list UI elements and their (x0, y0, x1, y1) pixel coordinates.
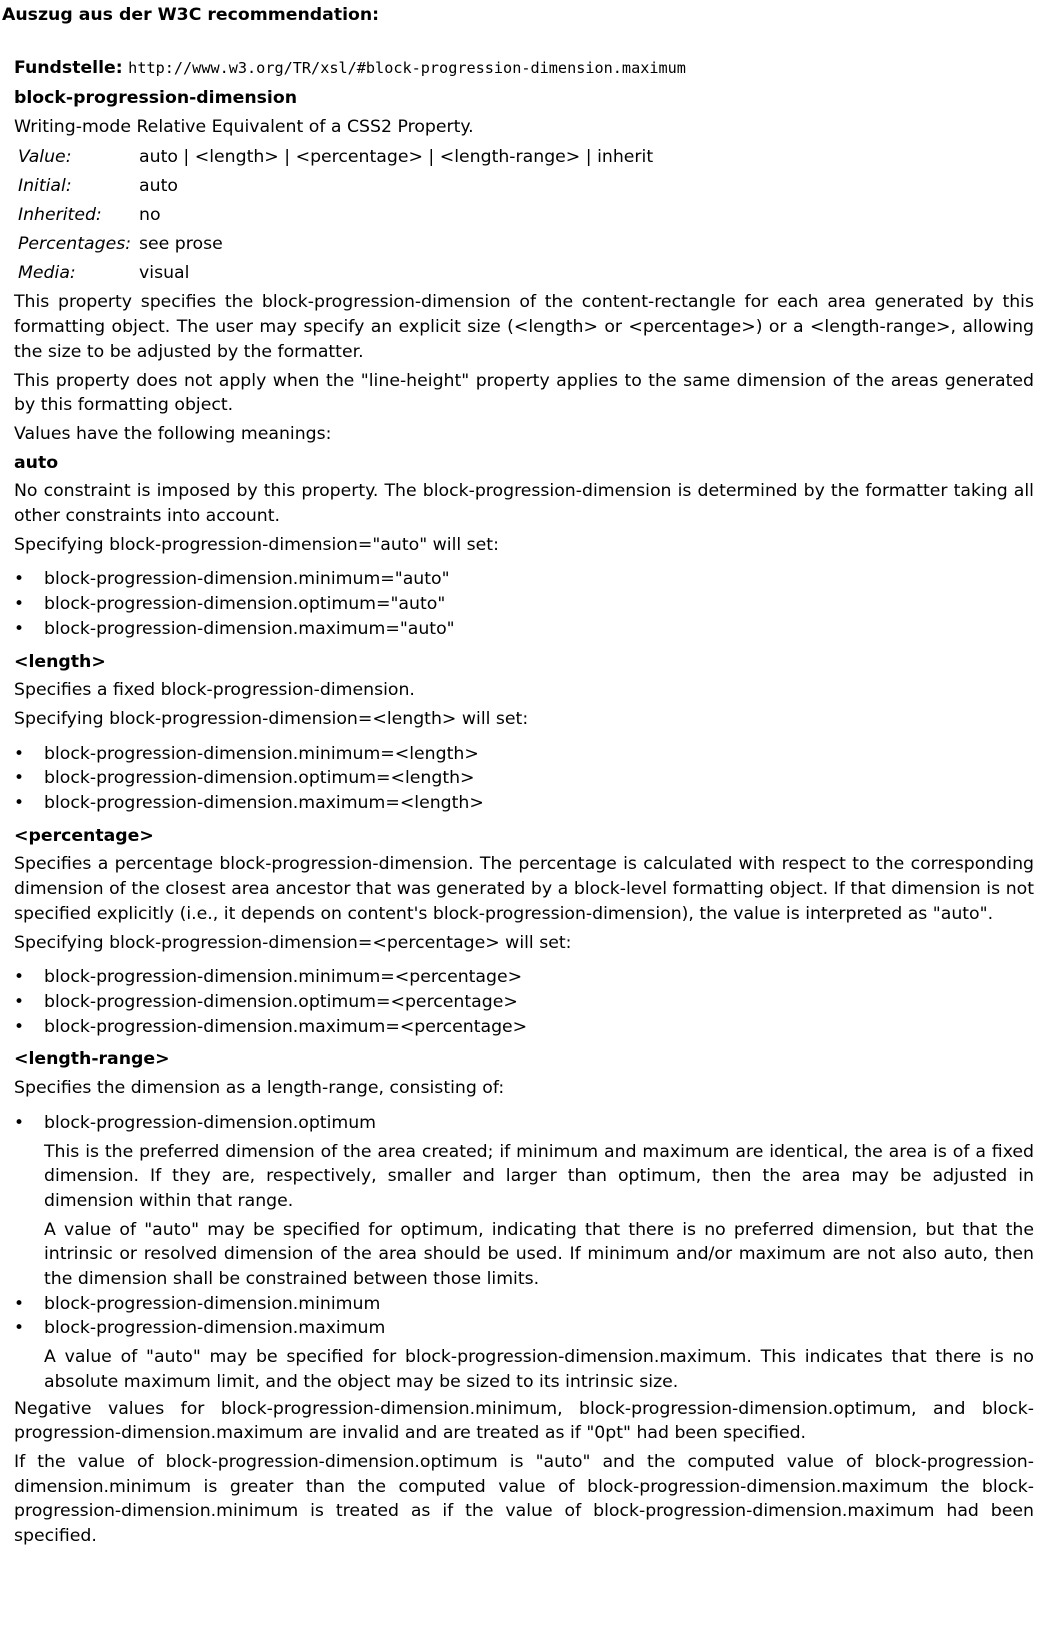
list-item: • block-progression-dimension.minimum=<percentage> (14, 965, 1034, 990)
prop-key: Percentages: (18, 234, 132, 255)
list-item (14, 1111, 1034, 1292)
list-item-label: • block-progression-dimension.maximum (44, 1318, 386, 1339)
value-description: Specifies the dimension as a length-range, consisting of: (14, 1078, 505, 1099)
list-item: • block-progression-dimension.minimum="auto" (14, 567, 1034, 592)
list-item: • block-progression-dimension.minimum=<length> (14, 742, 1034, 767)
property-table (14, 143, 657, 288)
list-item-label: • block-progression-dimension.minimum (44, 1293, 381, 1314)
value-bullet-list (14, 742, 1034, 816)
source-label: Fundstelle: (14, 58, 123, 78)
prop-key: Inherited: (18, 205, 102, 226)
list-item-note: This is the preferred dimension of the area created; if minimum and maximum are identical, the area is of a fixed dimension. If they are, respectively, smaller and larger than optimum, then the area may be adjusted in dimension within that range. (44, 1141, 1034, 1211)
prop-key: Media: (18, 263, 76, 284)
prop-row (14, 143, 657, 172)
prop-row (14, 201, 657, 230)
intro-paragraph: This property specifies the block-progression-dimension of the content-rectangle for each area generated by this formatting object. The user may specify an explicit size (<length> or <percentage>) or a <length-range>, allowing the size to be adjusted by the formatter. (14, 292, 1034, 362)
value-term-length: <length> (14, 651, 106, 672)
value-term-length-range: <length-range> (14, 1049, 170, 1070)
value-description: Specifying block-progression-dimension="auto" will set: (14, 534, 499, 555)
value-bullet-list (14, 567, 1034, 641)
value-description: Specifying block-progression-dimension=<length> will set: (14, 708, 529, 729)
list-item: • block-progression-dimension.optimum=<length> (14, 766, 1034, 791)
value-description: Specifies a percentage block-progression-dimension. The percentage is calculated with respect to the corresponding dimension of the closest area ancestor that was generated by a block-level formatting object. If that dimension is not specified explicitly (i.e., it depends on content's block-progression-dimension), the value is interpreted as "auto". (14, 854, 1034, 924)
prop-key: Initial: (18, 176, 72, 197)
list-item-note: A value of "auto" may be specified for block-progression-dimension.maximum. This indicates that there is no absolute maximum limit, and the object may be sized to its intrinsic size. (44, 1347, 1034, 1392)
page-heading: Auszug aus der W3C recommendation: (2, 5, 380, 25)
list-item: • block-progression-dimension.maximum="auto" (14, 617, 1034, 642)
property-name: block-progression-dimension (14, 88, 298, 108)
list-item: • block-progression-dimension.maximum=<percentage> (14, 1015, 1034, 1040)
closing-paragraph: Negative values for block-progression-dimension.minimum, block-progression-dimension.optimum, and block-progression-dimension.maximum are invalid and are treated as if "0pt" had been specified. (14, 1398, 1034, 1444)
list-item-label: • block-progression-dimension.optimum (44, 1112, 377, 1133)
prop-key: Value: (18, 147, 72, 168)
list-item: • block-progression-dimension.maximum=<length> (14, 791, 1034, 816)
list-item (14, 1292, 1034, 1317)
length-range-list (14, 1111, 1034, 1395)
closing-paragraph: If the value of block-progression-dimension.optimum is "auto" and the computed value of block-progression-dimension.minimum is greater than the computed value of block-progression-dimension.maximum the block-progression-dimension.minimum is treated as if the value of block-progression-dimension.maximum had been specified. (14, 1451, 1034, 1547)
list-item: • block-progression-dimension.optimum=<percentage> (14, 990, 1034, 1015)
value-description: No constraint is imposed by this property. The block-progression-dimension is determined by the formatter taking all other constraints into account. (14, 481, 1034, 527)
list-item-note: A value of "auto" may be specified for optimum, indicating that there is no preferred dimension, but that the intrinsic or resolved dimension of the area should be used. If minimum and/or maximum are not also auto, then the dimension shall be constrained between those limits. (44, 1219, 1034, 1290)
prop-value: auto (139, 176, 178, 197)
prop-value: no (139, 205, 161, 226)
list-item (14, 1316, 1034, 1394)
value-term-auto: auto (14, 452, 59, 473)
source-url: http://www.w3.org/TR/xsl/#block-progression-dimension.maximum (128, 59, 686, 77)
prop-row (14, 172, 657, 201)
source-reference (14, 56, 1034, 80)
value-description: Specifies a fixed block-progression-dimension. (14, 680, 415, 701)
intro-paragraph: Values have the following meanings: (14, 423, 332, 444)
value-bullet-list (14, 965, 1034, 1039)
value-description: Specifying block-progression-dimension=<percentage> will set: (14, 932, 572, 953)
prop-value: see prose (139, 234, 223, 255)
value-term-percentage: <percentage> (14, 825, 154, 846)
prop-value: auto | <length> | <percentage> | <length-range> | inherit (139, 147, 654, 168)
property-subtitle: Writing-mode Relative Equivalent of a CSS2 Property. (14, 116, 474, 137)
spec-excerpt (14, 56, 1034, 1553)
list-item: • block-progression-dimension.optimum="auto" (14, 592, 1034, 617)
prop-row (14, 230, 657, 259)
prop-value: visual (139, 263, 190, 284)
intro-paragraph: This property does not apply when the "line-height" property applies to the same dimension of the areas generated by this formatting object. (14, 370, 1034, 416)
prop-row (14, 259, 657, 288)
